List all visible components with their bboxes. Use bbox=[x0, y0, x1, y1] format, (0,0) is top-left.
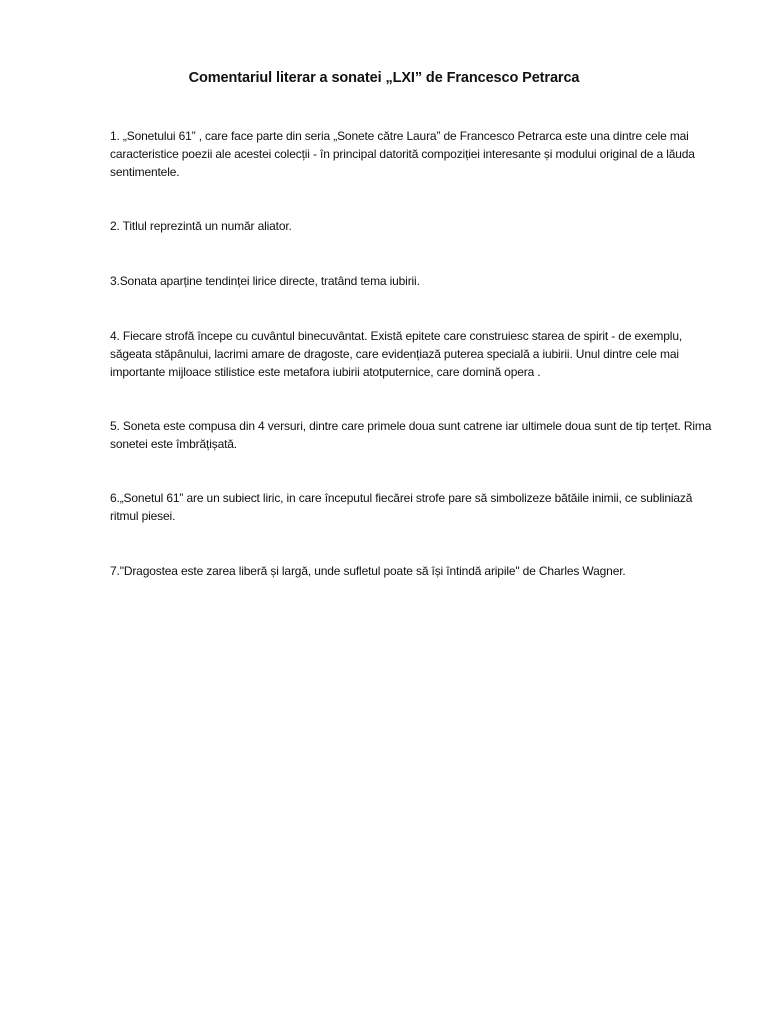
paragraph-7: 7."Dragostea este zarea liberă și largă, unde sufletul poate să își întindă aripile" de Charles Wagner. bbox=[110, 564, 626, 578]
document-title: Comentariul literar a sonatei „LXI” de Francesco Petrarca bbox=[188, 70, 580, 86]
paragraph-3: 3.Sonata aparține tendinței lirice directe, tratând tema iubirii. bbox=[110, 274, 420, 288]
paragraph-4: 4. Fiecare strofă începe cu cuvântul binecuvântat. Există epitete care construiesc starea de spirit - de exemplu, săgeata stăpânului, lacrimi amare de dragoste, care evidențiază puterea specială a iubirii. Unul dintre cele mai importante mijloace stilistice este metafora iubirii atotputernice, care domină opera . bbox=[110, 329, 683, 379]
paragraph-6: 6.„Sonetul 61” are un subiect liric, in care începutul fiecărei strofe pare să simbolizeze bătăile inimii, ce subliniază ritmul piesei. bbox=[110, 491, 693, 523]
paragraph-1: 1. „Sonetului 61” , care face parte din seria „Sonete către Laura” de Francesco Petrarca este una dintre cele mai caracteristice poezii ale acestei colecții - în principal datorită compoziției interesante și modului original de a lăuda sentimentele. bbox=[110, 129, 695, 179]
paragraph-5: 5. Soneta este compusa din 4 versuri, dintre care primele doua sunt catrene iar ultimele doua sunt de tip terțet. Rima sonetei este îmbrățișată. bbox=[110, 419, 712, 451]
paragraph-2: 2. Titlul reprezintă un număr aliator. bbox=[110, 219, 292, 233]
